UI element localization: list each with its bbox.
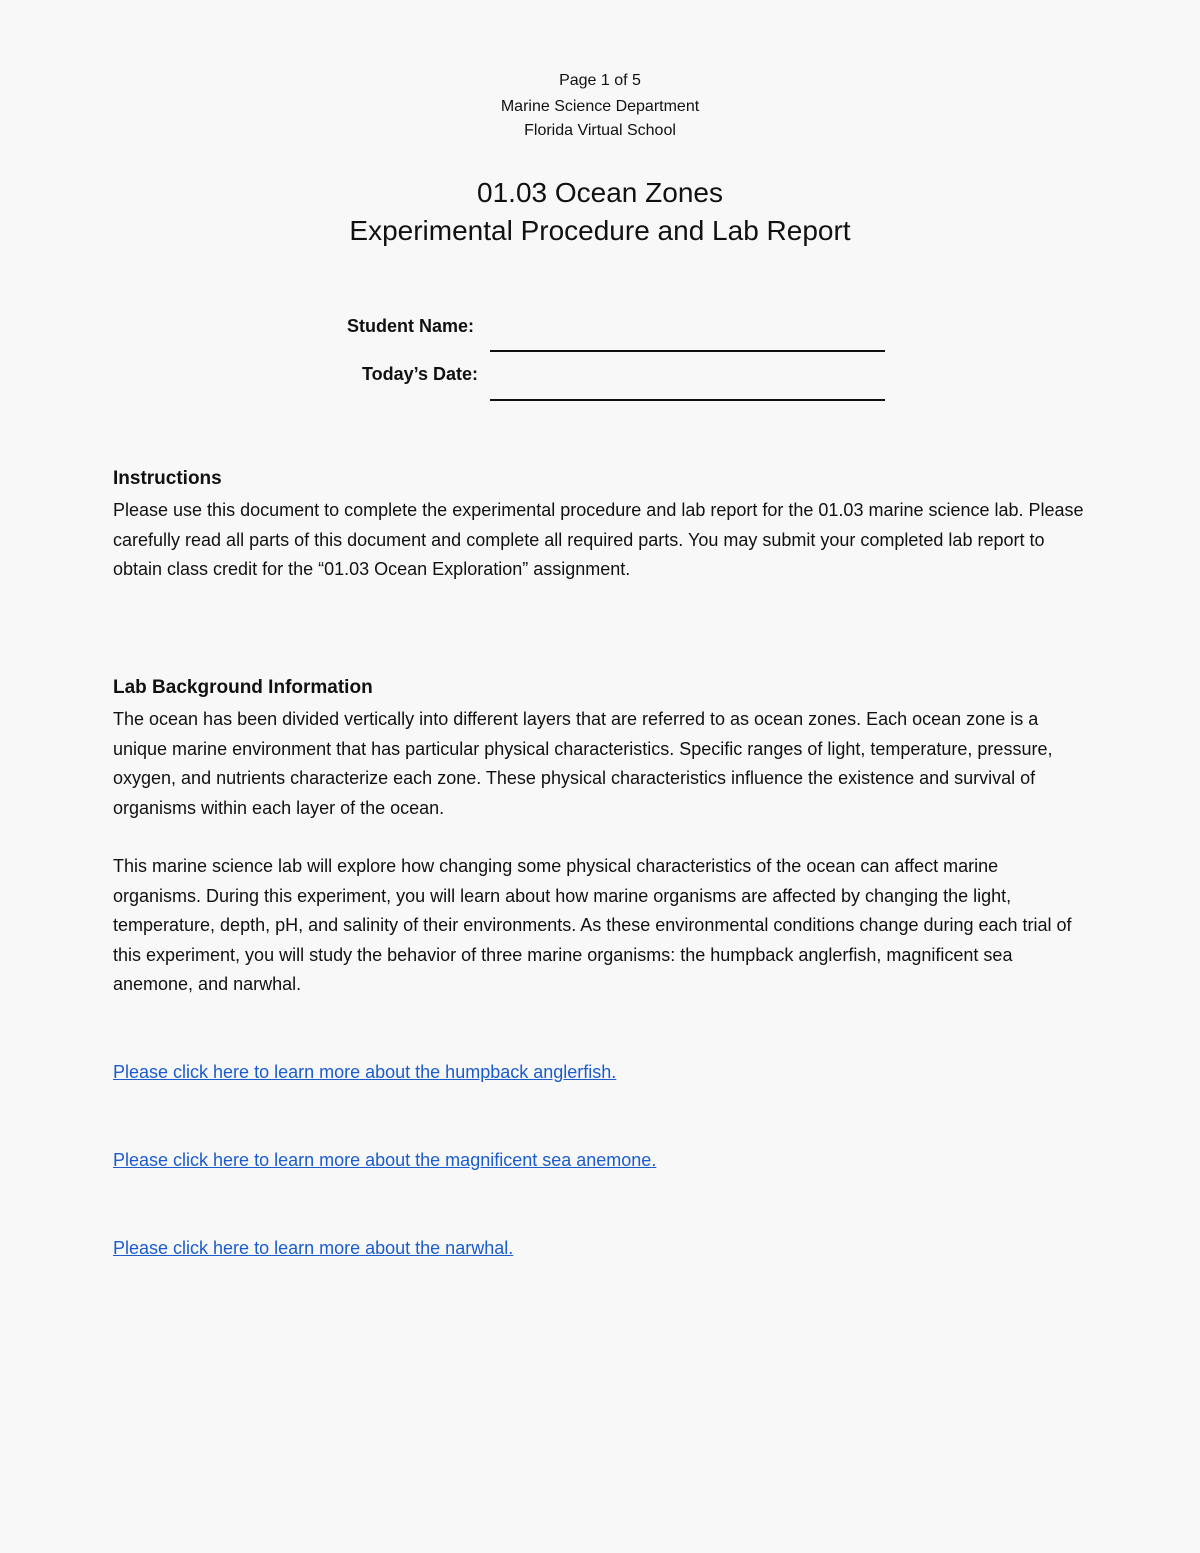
school-name: Florida Virtual School — [524, 122, 676, 139]
instructions-body: Please use this document to complete the experimental procedure and lab report for the 01.03 marine science lab. Please carefully read all parts of this document and complete all required parts. You may submit your completed lab report to obtain class credit for the “01.03 Ocean Exploration” assignment. — [113, 500, 1084, 579]
instructions-heading: Instructions — [113, 468, 222, 489]
document-title: 01.03 Ocean Zones — [477, 177, 723, 208]
background-paragraph-1: The ocean has been divided vertically into different layers that are referred to as ocean zones. Each ocean zone is a unique marine environment that has particular physical characteristics. Specific ranges of light, temperature, pressure, oxygen, and nutrients characterize each zone. These physical characteristics influence the existence and survival of organisms within each layer of the ocean. — [113, 709, 1053, 818]
anglerfish-link[interactable]: Please click here to learn more about the humpback anglerfish. — [113, 1062, 617, 1082]
sea-anemone-link[interactable]: Please click here to learn more about the magnificent sea anemone. — [113, 1150, 657, 1170]
page-number: Page 1 of 5 — [559, 72, 641, 89]
student-name-label: Student Name: — [346, 316, 474, 336]
background-paragraph-2: This marine science lab will explore how changing some physical characteristics of the ocean can affect marine organisms. During this experiment, you will learn about how marine organisms are affected by changing the light, temperature, depth, pH, and salinity of their environments. As these environmental conditions change during each trial of this experiment, you will study the behavior of three marine organisms: the humpback anglerfish, magnificent sea anemone, and narwhal. — [113, 856, 1072, 994]
narwhal-link[interactable]: Please click here to learn more about the narwhal. — [113, 1238, 514, 1258]
todays-date-field[interactable] — [490, 399, 885, 401]
department-name: Marine Science Department — [500, 98, 700, 115]
student-name-field[interactable] — [490, 350, 885, 352]
todays-date-label: Today’s Date: — [361, 364, 478, 384]
document-subtitle: Experimental Procedure and Lab Report — [349, 215, 851, 246]
background-heading: Lab Background Information — [113, 677, 373, 698]
